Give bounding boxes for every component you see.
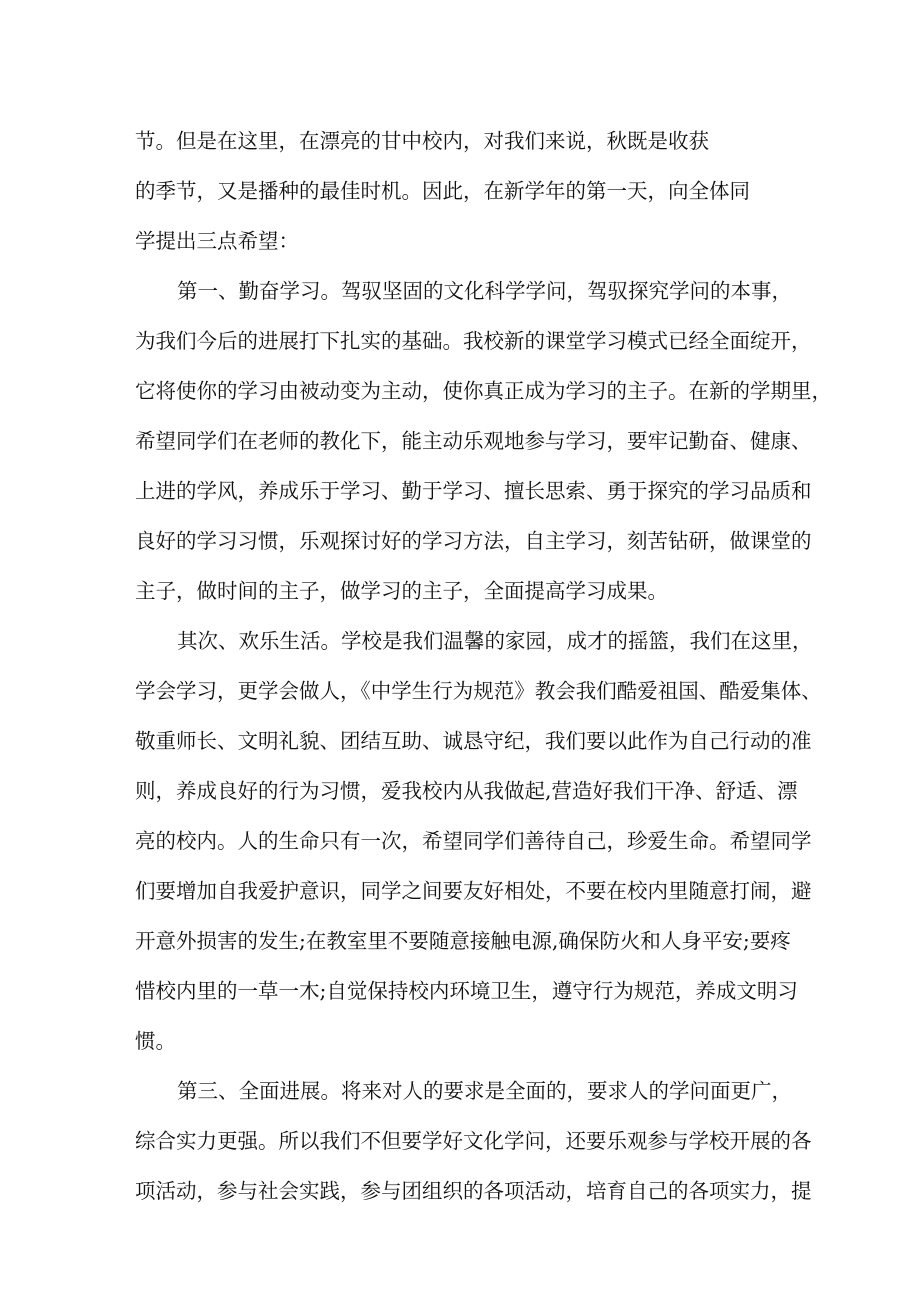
text-line: 上进的学风，养成乐于学习、勤于学习、擅长思索、勇于探究的学习品质和 bbox=[135, 479, 812, 503]
text-line: 希望同学们在老师的教化下，能主动乐观地参与学习，要牢记勤奋、健康、 bbox=[135, 429, 812, 453]
text-line: 敬重师长、文明礼貌、团结互助、诚恳守纪，我们要以此作为自己行动的准 bbox=[135, 729, 812, 753]
text-line: 良好的学习习惯，乐观探讨好的学习方法，自主学习，刻苦钻研，做课堂的 bbox=[135, 529, 812, 553]
text-line: 为我们今后的进展打下扎实的基础。我校新的课堂学习模式已经全面绽开， bbox=[135, 329, 812, 353]
text-line: 主子，做时间的主子，做学习的主子，全面提高学习成果。 bbox=[135, 579, 668, 603]
text-line: 惯。 bbox=[135, 1029, 176, 1053]
text-line: 惜校内里的一草一木;自觉保持校内环境卫生，遵守行为规范，养成文明习 bbox=[135, 979, 798, 1003]
text-line: 则，养成良好的行为习惯，爱我校内从我做起,营造好我们干净、舒适、漂 bbox=[135, 779, 798, 803]
text-line: 项活动，参与社会实践，参与团组织的各项活动，培育自己的各项实力，提 bbox=[135, 1179, 812, 1203]
text-line: 学提出三点希望： bbox=[135, 229, 299, 253]
text-line: 们要增加自我爱护意识，同学之间要友好相处，不要在校内里随意打闹，避 bbox=[135, 879, 812, 903]
text-line: 开意外损害的发生;在教室里不要随意接触电源,确保防火和人身平安;要疼 bbox=[135, 929, 791, 953]
text-line: 的季节，又是播种的最佳时机。因此，在新学年的第一天，向全体同 bbox=[135, 179, 750, 203]
text-line: 学会学习，更学会做人，《中学生行为规范》教会我们酷爱祖国、酷爱集体、 bbox=[135, 679, 822, 703]
text-line: 综合实力更强。所以我们不但要学好文化学问，还要乐观参与学校开展的各 bbox=[135, 1129, 812, 1153]
paragraph-first-line: 第一、勤奋学习。驾驭坚固的文化科学学问，驾驭探究学问的本事， bbox=[177, 279, 792, 303]
paragraph-first-line: 第三、全面进展。将来对人的要求是全面的，要求人的学问面更广， bbox=[177, 1079, 792, 1103]
text-line: 它将使你的学习由被动变为主动，使你真正成为学习的主子。在新的学期里， bbox=[135, 379, 832, 403]
text-line: 节。但是在这里，在漂亮的甘中校内，对我们来说，秋既是收获 bbox=[135, 129, 709, 153]
paragraph-first-line: 其次、欢乐生活。学校是我们温馨的家园，成才的摇篮，我们在这里， bbox=[177, 629, 813, 653]
text-line: 亮的校内。人的生命只有一次，希望同学们善待自己，珍爱生命。希望同学 bbox=[135, 829, 812, 853]
